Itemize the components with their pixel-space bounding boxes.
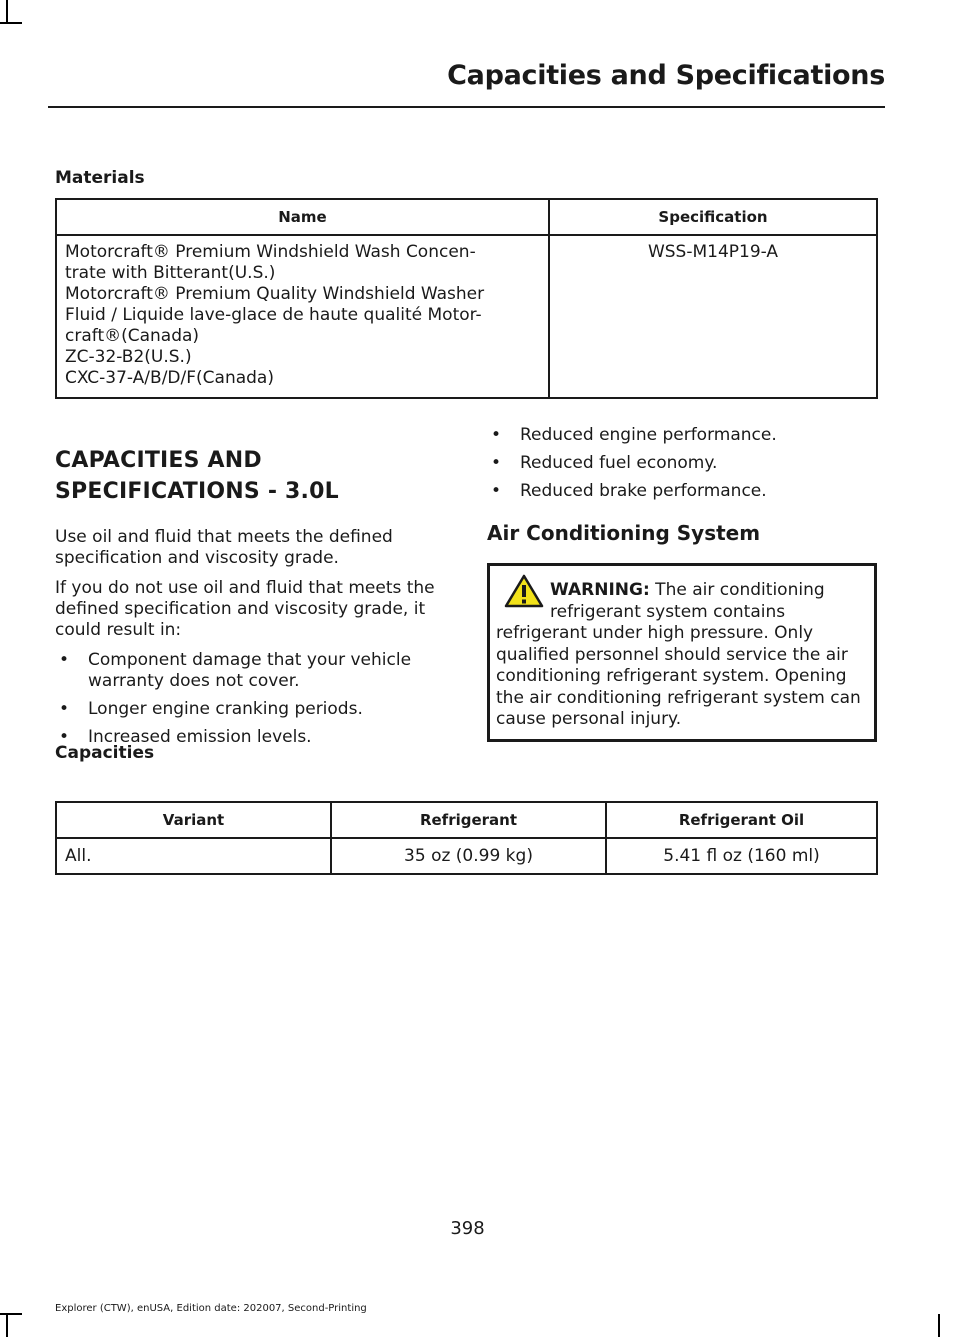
section-title — [55, 445, 450, 507]
bullet: • — [491, 425, 502, 445]
material-name-line: Motorcraft® Premium Quality Windshield Washer — [65, 284, 485, 304]
result-paragraph: If you do not use oil and fluid that meets the defined specification and viscosity grade, it could result in: — [55, 578, 435, 640]
column-header-specification: Specification — [549, 199, 877, 235]
section-title-line: CAPACITIES AND — [55, 448, 262, 473]
refrigerant-cell: 35 oz (0.99 kg) — [331, 838, 606, 874]
bullet: • — [491, 453, 502, 473]
warning-label: WARNING: — [550, 580, 650, 600]
material-name-line: trate with Bitterant(U.S.) — [65, 263, 276, 283]
list-item — [55, 650, 450, 692]
material-name-line: Motorcraft® Premium Windshield Wash Concen- — [65, 242, 476, 262]
materials-heading: Materials — [55, 168, 145, 188]
list-item — [487, 453, 877, 474]
warning-text: The air conditioning refrigerant system contains refrigerant under high pressure. Only qualified personnel should service the air conditioning refrigerant system. Opening the air conditioning refrigerant system can cause personal injury. — [496, 580, 861, 729]
section-title-line: SPECIFICATIONS - 3.0L — [55, 479, 339, 504]
list-item-text: Reduced fuel economy. — [520, 453, 718, 473]
table-row — [56, 838, 877, 874]
capacities-table — [55, 801, 878, 875]
column-header-refrigerant-oil: Refrigerant Oil — [606, 802, 877, 838]
consequence-list — [55, 650, 450, 748]
intro-paragraph: Use oil and fluid that meets the defined specification and viscosity grade. — [55, 527, 393, 568]
left-column — [55, 420, 450, 755]
list-item-text: Increased emission levels. — [88, 727, 312, 747]
list-item-text: Reduced brake performance. — [520, 481, 767, 501]
bullet: • — [59, 727, 70, 747]
column-header-variant: Variant — [56, 802, 331, 838]
right-column — [487, 425, 877, 742]
material-name-line: craft®(Canada) — [65, 326, 200, 346]
consequence-list-continued — [487, 425, 877, 502]
header-rule — [48, 106, 885, 108]
table-header-row — [56, 199, 877, 235]
material-name-line: ZC-32-B2(U.S.) — [65, 347, 192, 367]
list-item-text: Reduced engine performance. — [520, 425, 777, 445]
crop-mark — [6, 0, 8, 22]
list-item-text: Longer engine cranking periods. — [88, 699, 363, 719]
list-item-text: Component damage that your vehicle warranty does not cover. — [88, 650, 412, 691]
warning-box — [487, 563, 877, 742]
crop-mark — [0, 22, 22, 24]
materials-table — [55, 198, 878, 399]
bullet: • — [59, 699, 70, 719]
table-row — [56, 235, 877, 398]
crop-mark — [938, 1314, 940, 1337]
bullet: • — [491, 481, 502, 501]
crop-mark — [6, 1314, 8, 1337]
list-item — [487, 425, 877, 446]
list-item — [55, 699, 450, 720]
list-item — [487, 481, 877, 502]
warning-icon — [504, 574, 544, 608]
column-header-refrigerant: Refrigerant — [331, 802, 606, 838]
table-header-row — [56, 802, 877, 838]
variant-cell: All. — [56, 838, 331, 874]
bullet: • — [59, 650, 70, 670]
footer-text: Explorer (CTW), enUSA, Edition date: 202007, Second-Printing — [55, 1303, 367, 1314]
ac-heading: Air Conditioning System — [487, 521, 761, 545]
page-title: Capacities and Specifications — [447, 60, 885, 91]
material-spec-cell: WSS-M14P19-A — [549, 235, 877, 398]
material-name-line: CXC-37-A/B/D/F(Canada) — [65, 368, 274, 388]
material-name-line: Fluid / Liquide lave-glace de haute qualité Motor- — [65, 305, 482, 325]
material-name-cell — [56, 235, 549, 398]
crop-mark — [0, 1313, 22, 1315]
refrigerant-oil-cell: 5.41 fl oz (160 ml) — [606, 838, 877, 874]
page-number: 398 — [450, 1218, 485, 1239]
capacities-heading: Capacities — [55, 743, 155, 763]
column-header-name: Name — [56, 199, 549, 235]
